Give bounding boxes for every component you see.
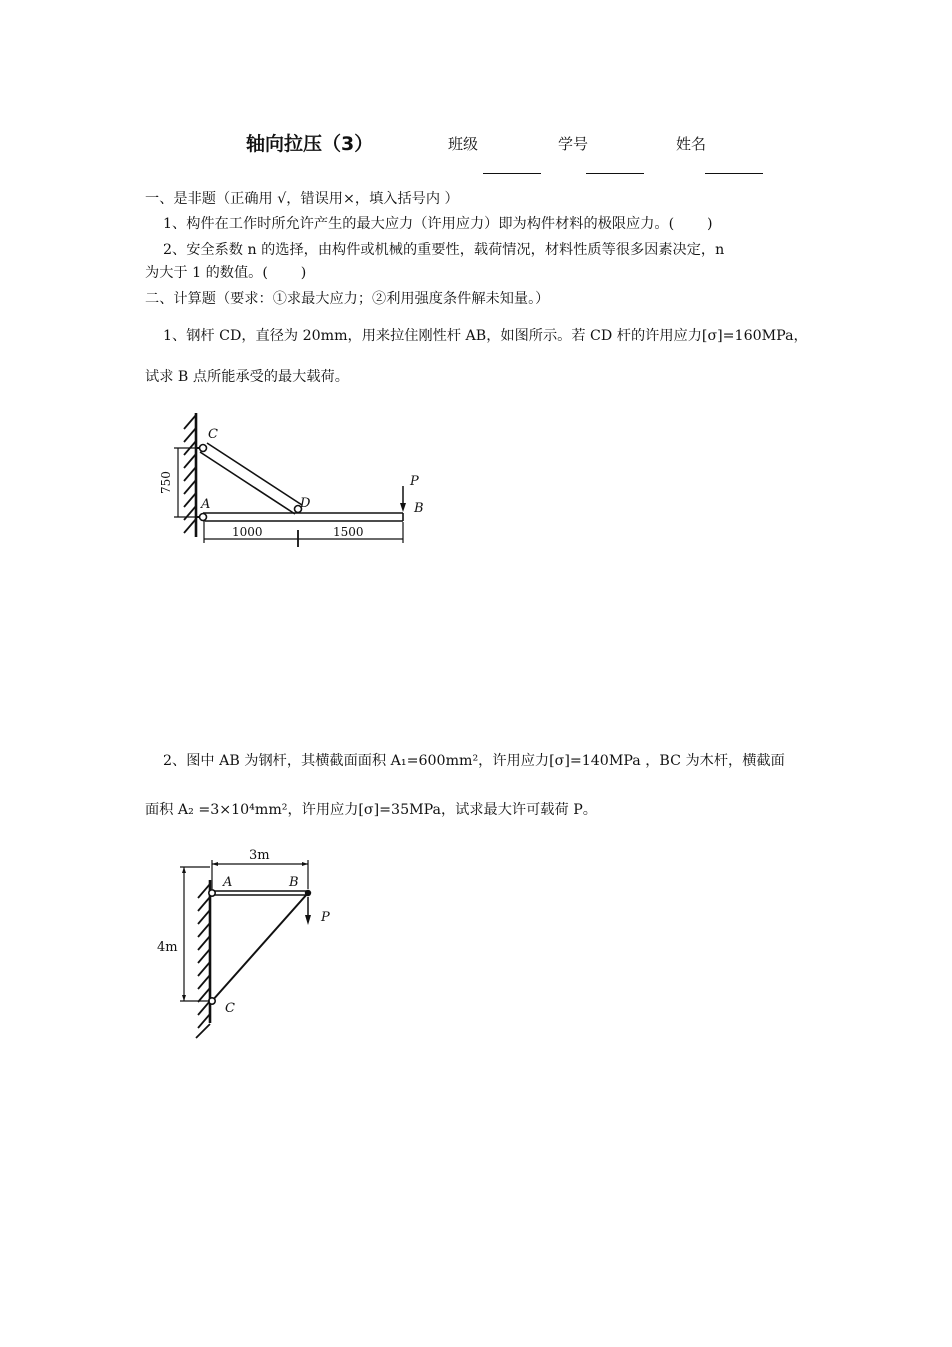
bar-bc <box>212 893 308 1001</box>
label-d: D <box>300 496 311 511</box>
section1-heading: 一、是非题（正确用 √，错误用×，填入括号内 ） <box>145 191 459 207</box>
class-label: 班级 <box>448 135 479 153</box>
dim-label-db: 1500 <box>333 525 364 539</box>
true-false-question-1: 1、构件在工作时所允许产生的最大应力（许用应力）即为构件材料的极限应力。( ) <box>163 216 713 232</box>
label-p: P <box>410 474 419 489</box>
joint-b2 <box>305 890 311 896</box>
load-arrow-p2 <box>305 897 311 925</box>
label-b2: B <box>289 875 299 890</box>
section2-heading: 二、计算题（要求：①求最大应力；②利用强度条件解未知量。） <box>145 291 550 307</box>
bar-ab <box>212 891 308 895</box>
label-a2: A <box>223 875 233 890</box>
page-title: 轴向拉压（3） <box>246 133 374 155</box>
name-label: 姓名 <box>676 135 707 153</box>
dim-label-height: 750 <box>159 471 173 494</box>
pin-a2 <box>209 890 215 896</box>
label-c2: C <box>225 1001 235 1016</box>
problem-1-text-cont: 试求 B 点所能承受的最大载荷。 <box>145 369 349 385</box>
dim-label-4m: 4m <box>157 940 178 955</box>
label-a: A <box>201 497 211 512</box>
true-false-question-2-cont: 为大于 1 的数值。( ) <box>145 265 307 281</box>
dim-label-3m: 3m <box>249 848 270 863</box>
problem-1-text: 1、钢杆 CD，直径为 20mm，用来拉住刚性杆 AB，如图所示。若 CD 杆的许用应力[σ]=160MPa， <box>163 328 808 344</box>
student-number-label: 学号 <box>558 135 589 153</box>
label-c: C <box>208 427 218 442</box>
problem-2-text: 2、图中 AB 为钢杆，其横截面面积 A₁=600mm²，许用应力[σ]=140MPa ，BC 为木杆，横截面 <box>163 753 785 769</box>
problem-2-text-cont: 面积 A₂ =3×10⁴mm²，许用应力[σ]=35MPa，试求最大许可载荷 P。 <box>145 802 597 818</box>
true-false-question-2: 2、安全系数 n 的选择，由构件或机械的重要性，载荷情况，材料性质等很多因素决定，n <box>163 242 725 258</box>
dim-label-ad: 1000 <box>232 525 263 539</box>
label-b: B <box>414 501 424 516</box>
label-p2: P <box>321 910 330 925</box>
